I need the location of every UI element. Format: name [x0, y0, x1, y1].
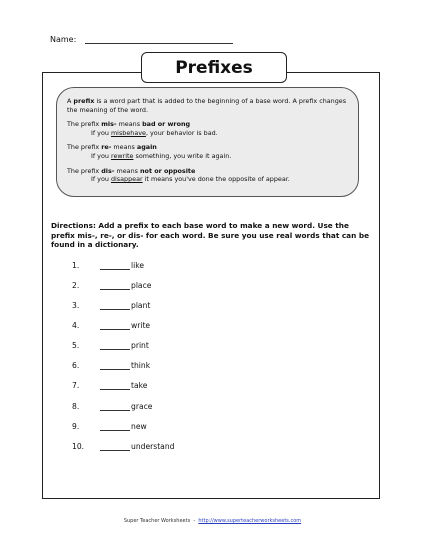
info-panel [56, 87, 359, 197]
prefix-term: mis- [101, 120, 117, 129]
example-pre: If you [91, 151, 111, 160]
item-number: 9. [72, 422, 80, 431]
prefix-lead: The prefix [67, 143, 102, 152]
list-item [72, 402, 152, 411]
answer-blank[interactable] [100, 443, 130, 451]
base-word: new [131, 422, 147, 431]
example-post: , your behavior is bad. [145, 128, 218, 137]
item-number: 2. [72, 281, 80, 290]
page-title [141, 52, 287, 83]
item-number: 6. [72, 361, 80, 370]
example-post: it means you've done the opposite of appear. [142, 175, 290, 184]
name-label: Name: [50, 35, 77, 44]
list-item [72, 301, 150, 310]
base-word: print [131, 341, 149, 350]
item-number: 8. [72, 402, 80, 411]
base-word: think [131, 361, 151, 370]
base-word: understand [131, 442, 175, 451]
answer-blank[interactable] [100, 302, 130, 310]
answer-blank[interactable] [100, 382, 130, 390]
name-field[interactable] [85, 35, 233, 44]
base-word: place [131, 281, 152, 290]
name-row [50, 35, 233, 44]
list-item [72, 422, 147, 431]
prefix-means: means [111, 143, 137, 152]
prefix-meaning: not or opposite [140, 166, 196, 175]
answer-blank[interactable] [100, 342, 130, 350]
prefix-means: means [114, 166, 140, 175]
answer-blank[interactable] [100, 362, 130, 370]
footer-link[interactable]: http://www.superteacherworksheets.com [198, 518, 302, 524]
prefix-meaning: bad or wrong [142, 120, 191, 129]
answer-blank[interactable] [100, 403, 130, 411]
answer-blank[interactable] [100, 423, 130, 431]
prefix-example [67, 129, 348, 138]
prefix-meaning: again [136, 143, 157, 152]
example-word: disappear [110, 175, 143, 184]
list-item [72, 361, 150, 370]
base-word: take [131, 381, 148, 390]
prefix-example [67, 175, 348, 184]
example-pre: If you [91, 128, 111, 137]
list-item [72, 442, 174, 451]
prefix-example [67, 152, 348, 161]
item-number: 1. [72, 261, 80, 270]
prefix-mis-block [67, 120, 348, 137]
list-item [72, 341, 149, 350]
item-number: 10. [72, 442, 85, 451]
prefix-term: dis- [101, 166, 115, 175]
prefix-lead: The prefix [67, 166, 102, 175]
answer-blank[interactable] [100, 322, 130, 330]
answer-blank[interactable] [100, 262, 130, 270]
intro-post: is a word part that is added to the beginning of a base word. A prefix changes the meaning of the word. [67, 97, 347, 114]
list-item [72, 381, 147, 390]
example-word: rewrite [110, 151, 134, 160]
footer-separator: - [190, 518, 199, 524]
item-number: 4. [72, 321, 80, 330]
intro-pre: A [67, 97, 74, 105]
item-number: 3. [72, 301, 80, 310]
example-word: misbehave [110, 128, 146, 137]
page-footer [0, 518, 425, 524]
prefix-lead: The prefix [67, 120, 102, 129]
footer-brand: Super Teacher Worksheets [123, 518, 191, 524]
page-title-text: Prefixes [175, 57, 253, 78]
prefix-re-block [67, 143, 348, 160]
base-word: like [131, 261, 145, 270]
example-pre: If you [91, 175, 111, 184]
base-word: write [131, 321, 151, 330]
prefix-definition [67, 97, 348, 114]
base-word: grace [131, 402, 153, 411]
list-item [72, 321, 150, 330]
answer-blank[interactable] [100, 282, 130, 290]
prefix-means: means [116, 120, 143, 129]
base-word: plant [131, 301, 151, 310]
prefix-term: re- [101, 143, 112, 152]
example-post: something, you write it again. [133, 151, 232, 160]
item-number: 7. [72, 381, 80, 390]
item-number: 5. [72, 341, 80, 350]
intro-term: prefix [73, 97, 95, 105]
prefix-dis-block [67, 167, 348, 184]
list-item [72, 261, 144, 270]
directions-text: Directions: Add a prefix to each base word to make a new word. Use the prefix mis-, re-, or dis- for each word. Be sure you use real words that can be found in a dictionary. [51, 221, 370, 250]
list-item [72, 281, 151, 290]
